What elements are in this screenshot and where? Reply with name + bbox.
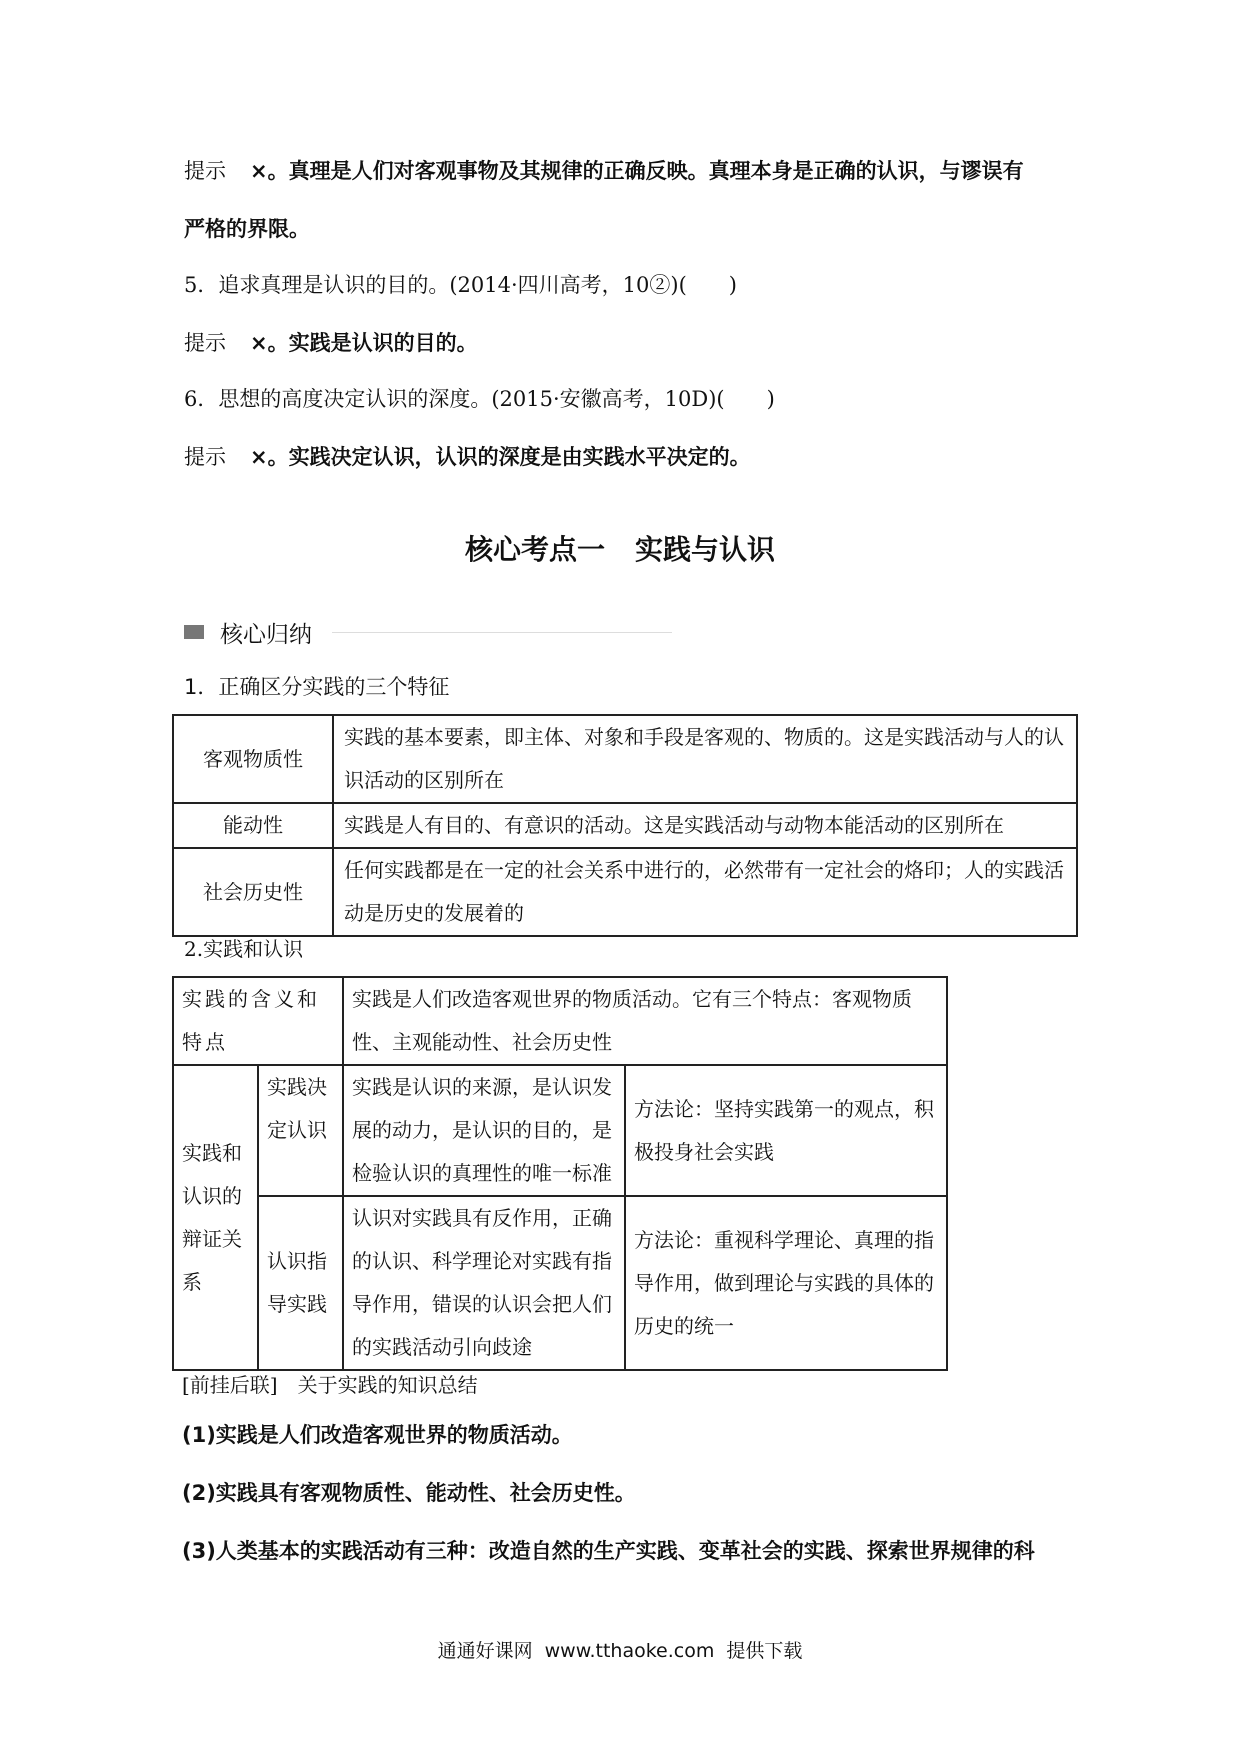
hint-4-line1	[184, 156, 1084, 186]
table-row	[173, 803, 1077, 848]
table-key-cell: 认识指导实践	[258, 1196, 343, 1370]
title-part2: 实践与认识	[635, 533, 776, 566]
section-square-icon	[184, 625, 204, 639]
table-method-cell: 方法论：坚持实践第一的观点，积极投身社会实践	[625, 1065, 947, 1196]
table-method-cell: 方法论：重视科学理论、真理的指导作用，做到理论与实践的具体的历史的统一	[625, 1196, 947, 1370]
footer-note: 提供下载	[726, 1640, 803, 1662]
hint-5-text: ×。实践是认识的目的。	[250, 331, 478, 355]
footer-site: 通通好课网	[437, 1640, 533, 1662]
page-footer	[0, 1636, 1240, 1663]
section-divider	[332, 632, 672, 633]
table-value-cell: 任何实践都是在一定的社会关系中进行的，必然带有一定社会的烙印；人的实践活动是历史的发展着的	[333, 848, 1077, 936]
subheading-2: 2.实践和认识	[184, 937, 304, 961]
table-key-cell: 社会历史性	[173, 848, 333, 936]
table-row	[173, 1196, 947, 1370]
practice-features-table	[172, 714, 1078, 937]
table-value-cell: 认识对实践具有反作用，正确的认识、科学理论对实践有指导作用，错误的认识会把人们的实践活动引向歧途	[343, 1196, 625, 1370]
table-value-cell: 实践是人们改造客观世界的物质活动。它有三个特点：客观物质性、主观能动性、社会历史性	[343, 977, 947, 1065]
question-6: 6．思想的高度决定认识的深度。(2015·安徽高考，10D)( )	[184, 387, 775, 411]
table-row	[173, 1065, 947, 1196]
table-row	[173, 848, 1077, 936]
summary-point-2: (2)实践具有客观物质性、能动性、社会历史性。	[182, 1481, 636, 1505]
hint-5	[184, 328, 1084, 358]
page-title	[0, 530, 1240, 570]
table-key-cell: 能动性	[173, 803, 333, 848]
table-value-cell: 实践是认识的来源，是认识发展的动力，是认识的目的，是检验认识的真理性的唯一标准	[343, 1065, 625, 1196]
table-value-cell: 实践是人有目的、有意识的活动。这是实践活动与动物本能活动的区别所在	[333, 803, 1077, 848]
table-key-cell: 实践决定认识	[258, 1065, 343, 1196]
hint-label: 提示	[184, 159, 226, 183]
footer-url[interactable]: www.tthaoke.com	[544, 1640, 715, 1662]
subheading-1: 1．正确区分实践的三个特征	[184, 675, 450, 699]
table-value-cell: 实践的基本要素，即主体、对象和手段是客观的、物质的。这是实践活动与人的认识活动的区别所在	[333, 715, 1077, 803]
table-key-cell: 实践和认识的辩证关系	[173, 1065, 258, 1370]
hint-label: 提示	[184, 331, 226, 355]
question-5: 5．追求真理是认识的目的。(2014·四川高考，10②)( )	[184, 273, 737, 297]
summary-point-3: (3)人类基本的实践活动有三种：改造自然的生产实践、变革社会的实践、探索世界规律的科	[182, 1539, 1035, 1563]
section-heading-text: 核心归纳	[220, 621, 312, 648]
summary-heading: [前挂后联] 关于实践的知识总结	[182, 1373, 478, 1397]
title-part1: 核心考点一	[464, 533, 605, 566]
hint-6	[184, 442, 1084, 472]
table-row	[173, 977, 947, 1065]
table-key-cell: 实践的含义和特点	[173, 977, 343, 1065]
section-heading	[184, 614, 672, 650]
hint-4-text: ×。真理是人们对客观事物及其规律的正确反映。真理本身是正确的认识，与谬误有	[250, 159, 1024, 183]
table-key-cell: 客观物质性	[173, 715, 333, 803]
hint-6-text: ×。实践决定认识，认识的深度是由实践水平决定的。	[250, 445, 751, 469]
hint-label: 提示	[184, 445, 226, 469]
summary-point-1: (1)实践是人们改造客观世界的物质活动。	[182, 1423, 573, 1447]
table-row	[173, 715, 1077, 803]
hint-4-line2: 严格的界限。	[184, 217, 310, 241]
practice-cognition-table	[172, 976, 948, 1371]
